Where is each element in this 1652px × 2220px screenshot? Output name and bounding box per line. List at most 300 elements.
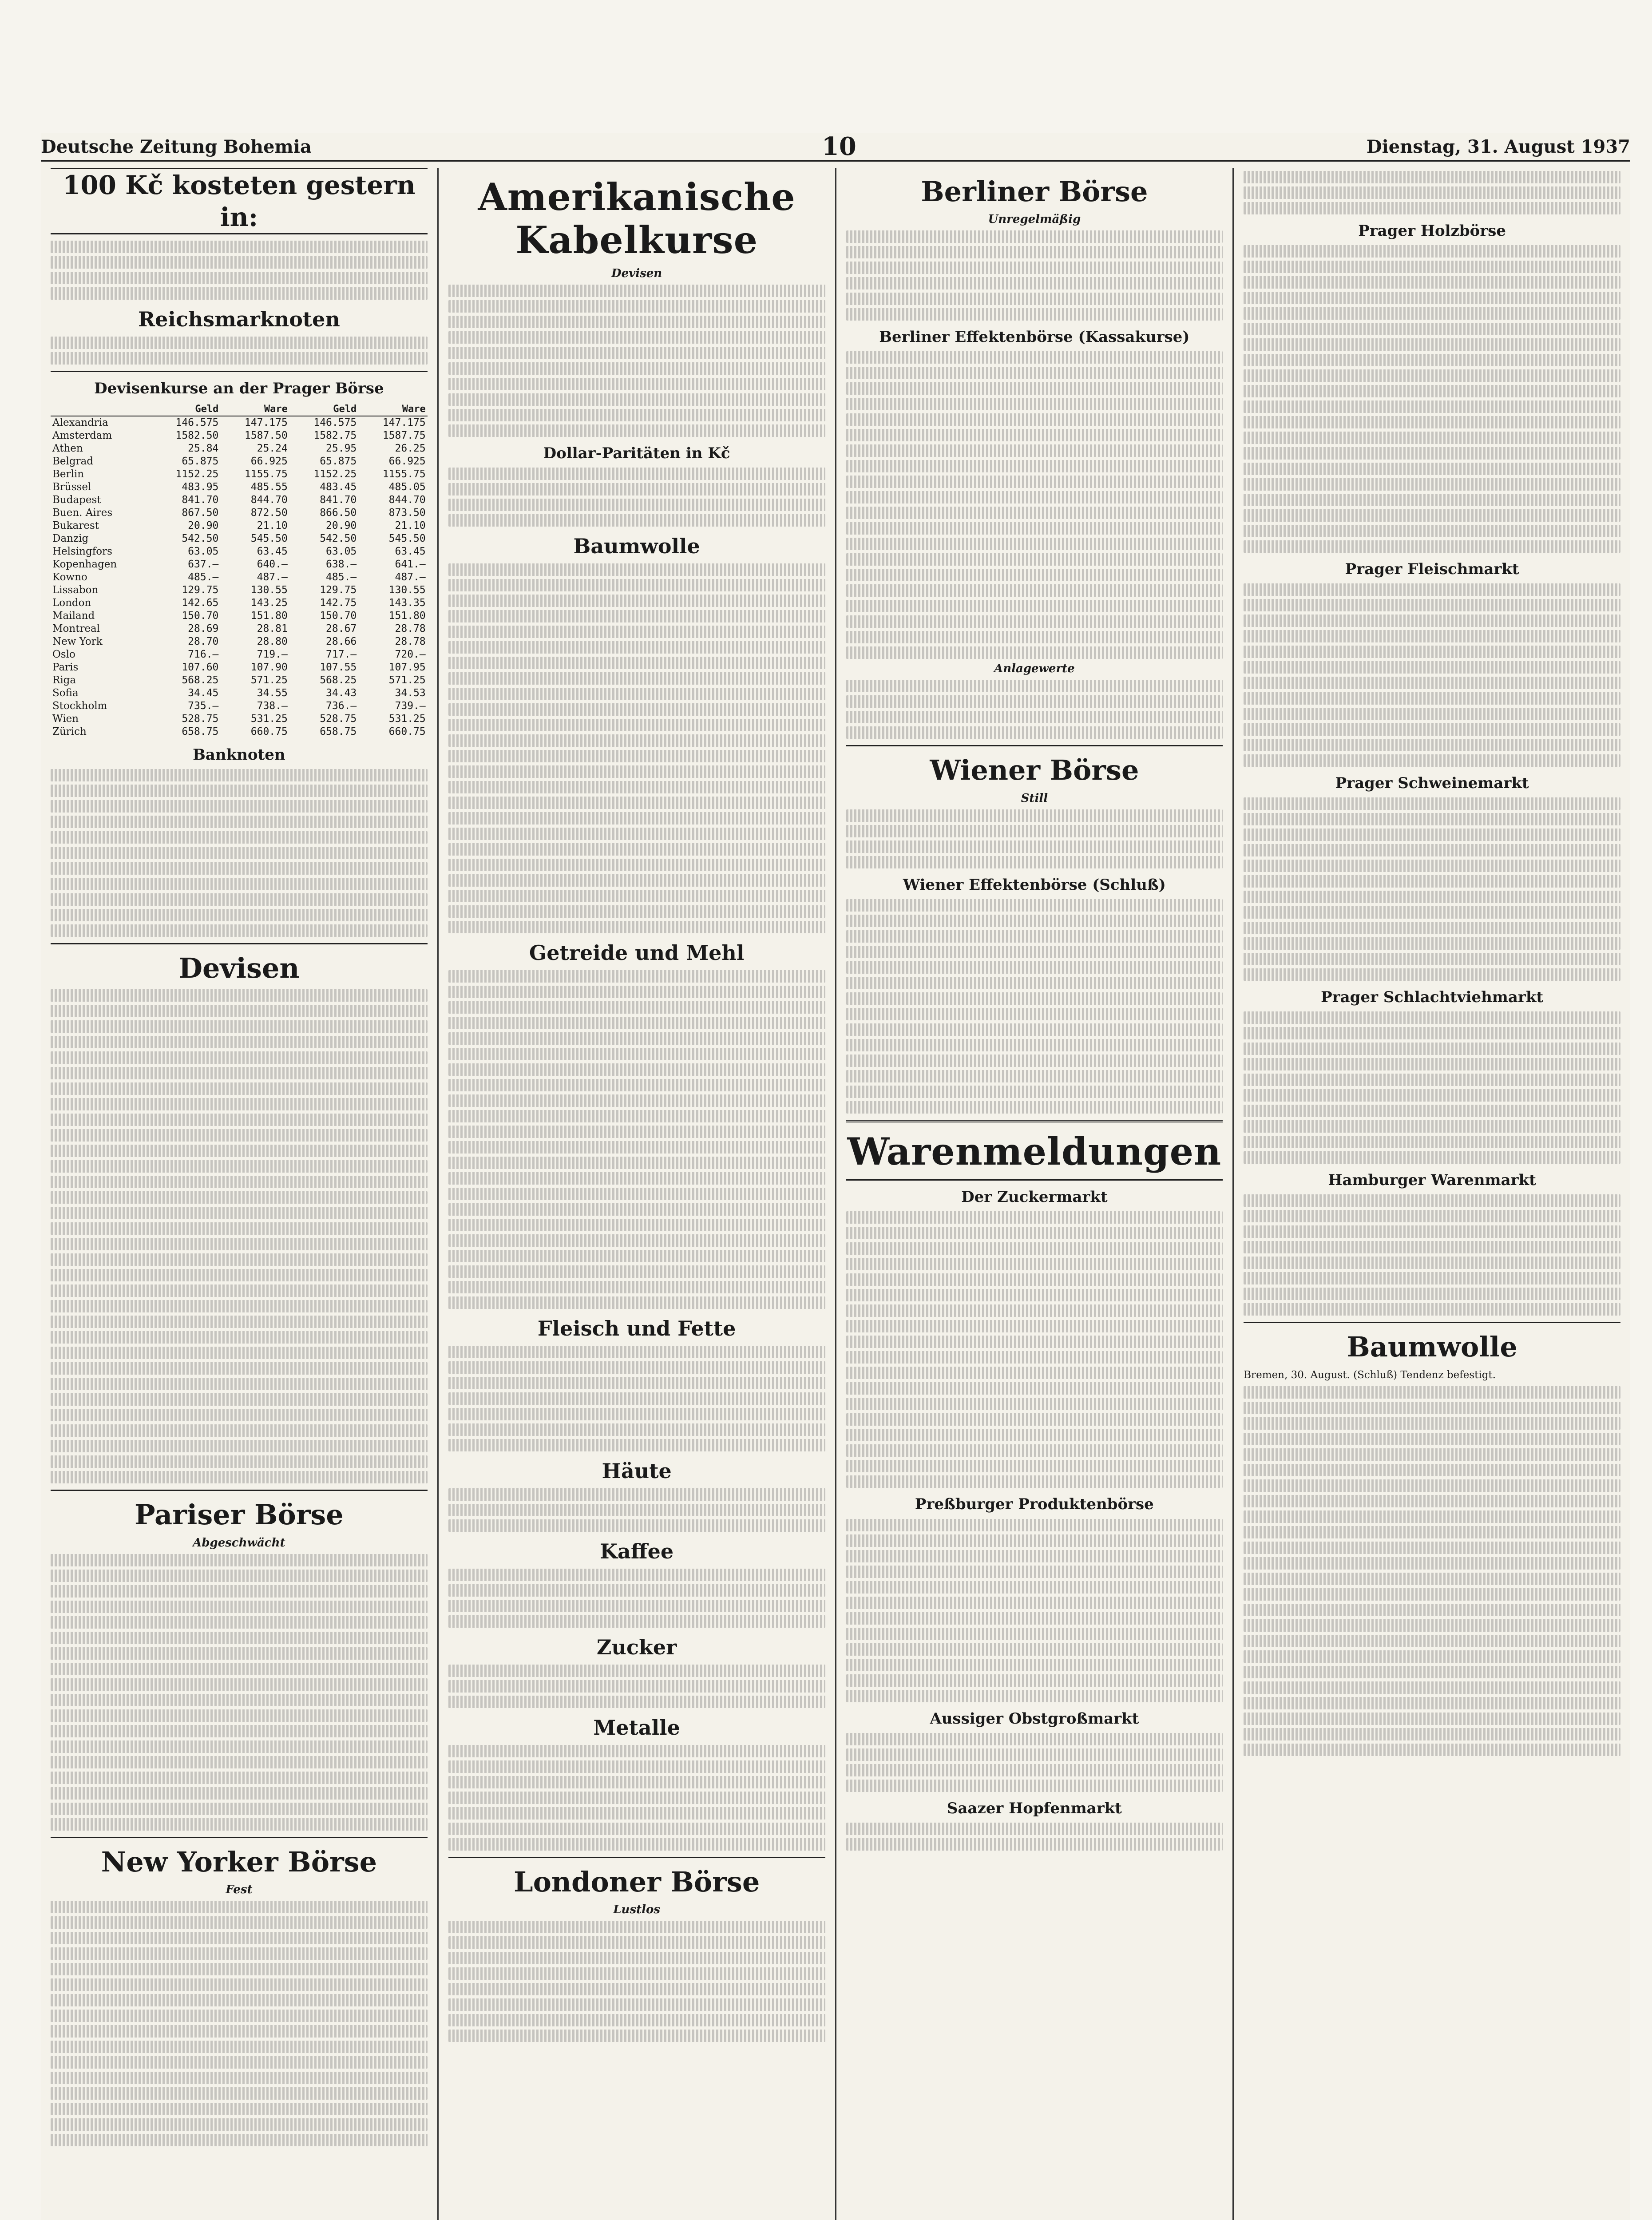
text-line-placeholder (1244, 1151, 1620, 1164)
devisen-col-header (51, 403, 151, 416)
devisen-rate: 21.10 (257, 519, 288, 531)
text-line-placeholder (51, 1471, 428, 1483)
devisen-place: Buen. Aires (52, 507, 113, 519)
text-line-placeholder (448, 1157, 825, 1169)
text-line-placeholder (846, 584, 1223, 597)
text-line-placeholder (1244, 1105, 1620, 1117)
text-line-placeholder (448, 921, 825, 933)
text-line-placeholder (448, 797, 825, 809)
text-line-placeholder (846, 382, 1223, 395)
devisen-rate: 63.05 (188, 545, 219, 557)
text-line-placeholder (846, 1444, 1223, 1457)
text-line-placeholder (1244, 906, 1620, 919)
text-line-placeholder (448, 1110, 825, 1122)
text-line-placeholder (448, 657, 825, 669)
text-line-placeholder (51, 1740, 428, 1753)
devisen-rate: 716.— (188, 648, 219, 660)
devisen-place: Kowno (52, 571, 87, 583)
text-line-placeholder (448, 1265, 825, 1278)
devisen-rate: 485.— (326, 571, 357, 583)
devisen-row (51, 700, 428, 713)
text-line-placeholder (1244, 891, 1620, 903)
devisen-rate: 736.— (326, 700, 357, 712)
text-line-placeholder (51, 2103, 428, 2115)
text-line-placeholder (51, 1932, 428, 1944)
devisen-rate: 841.70 (182, 494, 219, 506)
text-line-placeholder (1244, 1194, 1620, 1207)
text-line-placeholder (448, 1048, 825, 1060)
text-line-placeholder (1244, 1464, 1620, 1476)
text-line-placeholder (846, 1534, 1223, 1547)
text-line-placeholder (1244, 754, 1620, 767)
text-line-placeholder (448, 595, 825, 607)
text-line-placeholder (448, 300, 825, 313)
text-line-placeholder (51, 800, 428, 813)
text-line-placeholder (846, 1304, 1223, 1317)
divider (1244, 1322, 1620, 1323)
devisen-col-header: Ware (220, 403, 289, 416)
text-line-placeholder (51, 1020, 428, 1033)
text-line-placeholder (51, 1222, 428, 1235)
text-line-placeholder (448, 1439, 825, 1451)
text-line-placeholder (846, 1070, 1223, 1082)
text-line-placeholder (448, 1838, 825, 1851)
text-line-placeholder (51, 352, 428, 365)
text-line-placeholder (448, 1792, 825, 1804)
devisen-rate: 129.75 (320, 584, 357, 596)
text-line-placeholder (448, 362, 825, 375)
text-line-placeholder (448, 1504, 825, 1516)
text-line-placeholder (846, 930, 1223, 943)
devisen-rate: 28.67 (326, 622, 357, 634)
text-line-placeholder (1244, 416, 1620, 428)
text-line-placeholder (846, 413, 1223, 426)
text-line-placeholder (1244, 1011, 1620, 1024)
bremen-line: Bremen, 30. August. (Schluß) Tendenz befestigt. (1244, 1369, 1496, 1381)
text-line-placeholder (448, 514, 825, 527)
text-line-placeholder (846, 460, 1223, 472)
text-line-placeholder (846, 1398, 1223, 1410)
devisen-place: Budapest (52, 494, 101, 506)
devisen-rate: 28.70 (188, 635, 219, 647)
text-line-placeholder (51, 1570, 428, 1582)
text-line-placeholder (1244, 385, 1620, 397)
text-line-placeholder (51, 1947, 428, 1960)
devisen-place: Alexandria (52, 416, 108, 428)
text-line-placeholder (448, 1219, 825, 1231)
text-line-placeholder (1244, 1604, 1620, 1616)
text-line-placeholder (846, 809, 1223, 822)
devisen-rate: 545.50 (250, 532, 288, 544)
baumwolle-heading: Baumwolle (573, 534, 700, 559)
text-line-placeholder (846, 351, 1223, 364)
text-line-placeholder (51, 1647, 428, 1660)
text-line-placeholder (448, 688, 825, 700)
devisen-row (51, 481, 428, 494)
devisen-rate: 107.60 (182, 661, 219, 673)
text-line-placeholder (51, 1160, 428, 1173)
text-line-placeholder (448, 1760, 825, 1773)
devisen-rate: 872.50 (250, 507, 288, 519)
kaffee-heading: Kaffee (600, 1539, 674, 1563)
devisen-rate: 841.70 (320, 494, 357, 506)
text-line-placeholder (846, 1227, 1223, 1239)
text-line-placeholder (51, 1709, 428, 1722)
text-line-placeholder (448, 986, 825, 998)
text-line-placeholder (51, 1678, 428, 1691)
text-line-placeholder (1244, 1713, 1620, 1725)
text-line-placeholder (448, 1983, 825, 1995)
text-line-placeholder (51, 1331, 428, 1344)
text-line-placeholder (51, 1818, 428, 1831)
text-line-placeholder (51, 1067, 428, 1079)
text-line-placeholder (51, 1901, 428, 1913)
text-line-placeholder (448, 1584, 825, 1597)
text-line-placeholder (51, 1663, 428, 1675)
devisen-rate: 65.875 (182, 455, 219, 467)
text-line-placeholder (846, 1367, 1223, 1379)
devisen-rate: 130.55 (388, 584, 426, 596)
devisen-rate: 485.— (188, 571, 219, 583)
text-line-placeholder (448, 828, 825, 840)
text-line-placeholder (846, 899, 1223, 912)
text-line-placeholder (1244, 968, 1620, 981)
devisen-rate: 528.75 (320, 713, 357, 725)
devisen-row (51, 635, 428, 648)
text-line-placeholder (1244, 447, 1620, 460)
text-line-placeholder (51, 2087, 428, 2100)
devisen-rate: 107.55 (320, 661, 357, 673)
devisen-row (51, 584, 428, 597)
text-line-placeholder (448, 1296, 825, 1309)
text-line-placeholder (448, 641, 825, 654)
text-line-placeholder (51, 1176, 428, 1188)
haeute-heading: Häute (602, 1459, 672, 1483)
text-line-placeholder (1244, 338, 1620, 351)
devisen-place: Wien (52, 713, 79, 725)
text-line-placeholder (846, 538, 1223, 550)
text-line-placeholder (448, 1408, 825, 1420)
text-line-placeholder (448, 890, 825, 902)
devisen-place: Paris (52, 661, 79, 673)
devisen-rate: 150.70 (182, 610, 219, 622)
devisen-rate: 571.25 (250, 674, 288, 686)
text-line-placeholder (51, 2134, 428, 2146)
text-line-placeholder (51, 2041, 428, 2053)
text-line-placeholder (1244, 494, 1620, 506)
pressburg-heading: Preßburger Produktenbörse (915, 1495, 1154, 1514)
text-line-placeholder (846, 726, 1223, 739)
text-line-placeholder (448, 1967, 825, 1980)
text-line-placeholder (1244, 583, 1620, 596)
text-line-placeholder (448, 812, 825, 825)
devisen-rate: 844.70 (388, 494, 426, 506)
devisen-row (51, 674, 428, 687)
devisen-rate: 867.50 (182, 507, 219, 519)
devisen-rate: 528.75 (182, 713, 219, 725)
text-line-placeholder (1244, 1417, 1620, 1430)
text-line-placeholder (1244, 323, 1620, 335)
devisen-rate: 28.78 (395, 622, 426, 634)
devisen-rate: 143.25 (250, 597, 288, 609)
devisen-rate: 63.45 (257, 545, 288, 557)
text-line-placeholder (51, 1725, 428, 1737)
devisen-row (51, 416, 428, 429)
devisen-rate: 147.175 (244, 416, 288, 428)
text-line-placeholder (448, 1696, 825, 1708)
text-line-placeholder (51, 272, 428, 284)
devisen-rate: 739.— (395, 700, 426, 712)
devisen-col-header: Geld (289, 403, 358, 416)
text-line-placeholder (448, 316, 825, 328)
devisen-place: Brüssel (52, 481, 91, 493)
text-line-placeholder (846, 1823, 1223, 1835)
devisen-rate: 107.90 (250, 661, 288, 673)
text-line-placeholder (448, 1776, 825, 1788)
text-line-placeholder (1244, 478, 1620, 491)
dollar-paritaeten-heading: Dollar-Paritäten in Kč (543, 444, 730, 463)
aussig-heading: Aussiger Obstgroßmarkt (930, 1709, 1139, 1728)
text-line-placeholder (448, 1519, 825, 1532)
text-line-placeholder (51, 1316, 428, 1328)
text-line-placeholder (51, 1455, 428, 1468)
devisen-row (51, 622, 428, 635)
text-line-placeholder (448, 719, 825, 731)
text-line-placeholder (846, 915, 1223, 927)
devisen-place: Montreal (52, 622, 100, 634)
text-line-placeholder (1244, 1027, 1620, 1039)
divider (846, 745, 1223, 746)
pariser-boerse-heading: Pariser Börse (135, 1498, 344, 1531)
devisen-table (51, 403, 428, 738)
devisen-rate: 28.81 (257, 622, 288, 634)
text-line-placeholder (846, 825, 1223, 837)
berliner-boerse-sub: Unregelmäßig (988, 213, 1081, 226)
text-line-placeholder (448, 1141, 825, 1154)
text-line-placeholder (448, 378, 825, 390)
devisen-place: Helsingfors (52, 545, 112, 557)
devisen-rate: 485.05 (388, 481, 426, 493)
text-line-placeholder (51, 2056, 428, 2069)
text-line-placeholder (846, 1612, 1223, 1625)
text-line-placeholder (846, 367, 1223, 379)
text-line-placeholder (1244, 860, 1620, 872)
devisen-rate: 66.925 (250, 455, 288, 467)
devisen-rate: 658.75 (320, 725, 357, 737)
text-line-placeholder (51, 1347, 428, 1359)
devisen-rate: 34.43 (326, 687, 357, 699)
text-line-placeholder (448, 781, 825, 793)
text-line-placeholder (1244, 937, 1620, 950)
text-line-placeholder (846, 308, 1223, 321)
text-line-placeholder (1244, 953, 1620, 965)
text-line-placeholder (448, 1346, 825, 1358)
text-line-placeholder (448, 1250, 825, 1262)
devisen-rate: 151.80 (388, 610, 426, 622)
text-line-placeholder (1244, 1542, 1620, 1554)
text-line-placeholder (846, 856, 1223, 868)
text-line-placeholder (1244, 1288, 1620, 1300)
devisen-rate: 129.75 (182, 584, 219, 596)
text-line-placeholder (1244, 307, 1620, 320)
text-line-placeholder (51, 2025, 428, 2038)
text-line-placeholder (1244, 1210, 1620, 1222)
text-line-placeholder (1244, 509, 1620, 522)
text-line-placeholder (448, 1377, 825, 1389)
masthead-title: Deutsche Zeitung Bohemia (41, 136, 312, 157)
text-line-placeholder (448, 859, 825, 871)
text-line-placeholder (51, 1994, 428, 2006)
text-line-placeholder (846, 1597, 1223, 1609)
text-line-placeholder (846, 600, 1223, 612)
text-line-placeholder (846, 695, 1223, 708)
text-line-placeholder (51, 1616, 428, 1629)
devisen-place: Belgrad (52, 455, 94, 467)
devisen-place: Lissabon (52, 584, 99, 596)
text-line-placeholder (448, 2014, 825, 2026)
text-line-placeholder (1244, 540, 1620, 553)
devisen-row (51, 545, 428, 558)
text-line-placeholder (51, 1916, 428, 1929)
devisen-row (51, 494, 428, 507)
devisen-rate: 568.25 (182, 674, 219, 686)
text-line-placeholder (846, 1748, 1223, 1761)
devisen-rate: 151.80 (250, 610, 288, 622)
columns (41, 168, 1630, 2220)
zuckermarkt-heading: Der Zuckermarkt (961, 1188, 1108, 1206)
devisen-rate: 20.90 (188, 519, 219, 531)
devisen-rate: 483.95 (182, 481, 219, 493)
anlagewerte-sub: Anlagewerte (994, 662, 1075, 676)
metalle-heading: Metalle (593, 1715, 680, 1740)
text-line-placeholder (448, 1392, 825, 1405)
berliner-boerse-heading: Berliner Börse (921, 175, 1148, 208)
devisen-rate: 65.875 (320, 455, 357, 467)
text-line-placeholder (846, 1674, 1223, 1687)
text-line-placeholder (448, 1234, 825, 1247)
devisen-rate: 107.95 (388, 661, 426, 673)
text-line-placeholder (1244, 1526, 1620, 1538)
devisen-rate: 1587.75 (382, 429, 426, 441)
text-line-placeholder (1244, 354, 1620, 366)
saaz-heading: Saazer Hopfenmarkt (947, 1799, 1122, 1817)
devisen-rate: 34.55 (257, 687, 288, 699)
text-line-placeholder (448, 1807, 825, 1820)
text-line-placeholder (51, 1378, 428, 1390)
text-line-placeholder (448, 1001, 825, 1014)
pariser-boerse-sub: Abgeschwächt (193, 1536, 285, 1550)
text-line-placeholder (448, 499, 825, 511)
devisen-rate: 1582.50 (175, 429, 219, 441)
text-line-placeholder (1244, 1573, 1620, 1585)
text-line-placeholder (1244, 1479, 1620, 1492)
text-line-placeholder (448, 1203, 825, 1216)
text-line-placeholder (1244, 646, 1620, 658)
text-line-placeholder (51, 1145, 428, 1157)
devisen-rate: 146.575 (175, 416, 219, 428)
text-line-placeholder (1244, 708, 1620, 720)
divider (846, 1120, 1223, 1122)
text-line-placeholder (846, 1460, 1223, 1472)
devisen-rate: 1152.25 (313, 468, 357, 480)
text-line-placeholder (1244, 171, 1620, 183)
text-line-placeholder (1244, 844, 1620, 856)
devisen-row (51, 661, 428, 674)
text-line-placeholder (1244, 614, 1620, 627)
text-line-placeholder (51, 924, 428, 937)
devisen-row (51, 648, 428, 661)
text-line-placeholder (1244, 525, 1620, 537)
fleischmarkt-heading: Prager Fleischmarkt (1345, 560, 1519, 579)
text-line-placeholder (51, 1601, 428, 1613)
text-line-placeholder (448, 1745, 825, 1757)
text-line-placeholder (1244, 400, 1620, 413)
text-line-placeholder (846, 1382, 1223, 1395)
text-line-placeholder (51, 1114, 428, 1126)
devisen-rate: 20.90 (326, 519, 357, 531)
text-line-placeholder (448, 1063, 825, 1076)
text-line-placeholder (448, 703, 825, 716)
text-line-placeholder (1244, 245, 1620, 258)
devisen-rate: 719.— (257, 648, 288, 660)
text-line-placeholder (51, 1284, 428, 1297)
text-line-placeholder (1244, 1257, 1620, 1269)
banknoten-heading: Banknoten (193, 745, 285, 764)
devisen-rate: 146.575 (313, 416, 357, 428)
text-line-placeholder (846, 1643, 1223, 1656)
text-line-placeholder (448, 1172, 825, 1185)
text-line-placeholder (51, 1424, 428, 1437)
zucker-heading: Zucker (596, 1635, 677, 1659)
text-line-placeholder (51, 1393, 428, 1406)
devisen-rate: 28.66 (326, 635, 357, 647)
devisen-rate: 531.25 (250, 713, 288, 725)
text-line-placeholder (1244, 186, 1620, 199)
divider (51, 943, 428, 944)
text-line-placeholder (846, 646, 1223, 659)
text-line-placeholder (1244, 797, 1620, 810)
text-line-placeholder (448, 1823, 825, 1835)
devisen-rate: 1152.25 (175, 468, 219, 480)
text-line-placeholder (1244, 1635, 1620, 1647)
text-line-placeholder (1244, 1272, 1620, 1284)
text-line-placeholder (448, 563, 825, 576)
text-line-placeholder (448, 468, 825, 480)
devisen-rate: 1587.50 (244, 429, 288, 441)
text-line-placeholder (448, 626, 825, 638)
devisen-row (51, 571, 428, 584)
text-line-placeholder (51, 256, 428, 269)
text-line-placeholder (846, 1101, 1223, 1114)
text-line-placeholder (448, 1017, 825, 1029)
text-line-placeholder (448, 843, 825, 856)
text-line-placeholder (846, 1475, 1223, 1488)
devisen-rate: 1155.75 (244, 468, 288, 480)
text-line-placeholder (448, 393, 825, 406)
devisen-prag-heading: Devisenkurse an der Prager Börse (94, 379, 384, 397)
devisen-rate: 660.75 (388, 725, 426, 737)
devisen-row (51, 519, 428, 532)
warenmeldungen-heading: Warenmeldungen (847, 1129, 1222, 1173)
text-line-placeholder (846, 1008, 1223, 1020)
text-line-placeholder (448, 579, 825, 591)
devisen-rate: 487.— (257, 571, 288, 583)
text-line-placeholder (448, 1094, 825, 1107)
text-line-placeholder (846, 1023, 1223, 1036)
text-line-placeholder (51, 2010, 428, 2022)
text-line-placeholder (51, 989, 428, 1002)
text-line-placeholder (1244, 1697, 1620, 1709)
